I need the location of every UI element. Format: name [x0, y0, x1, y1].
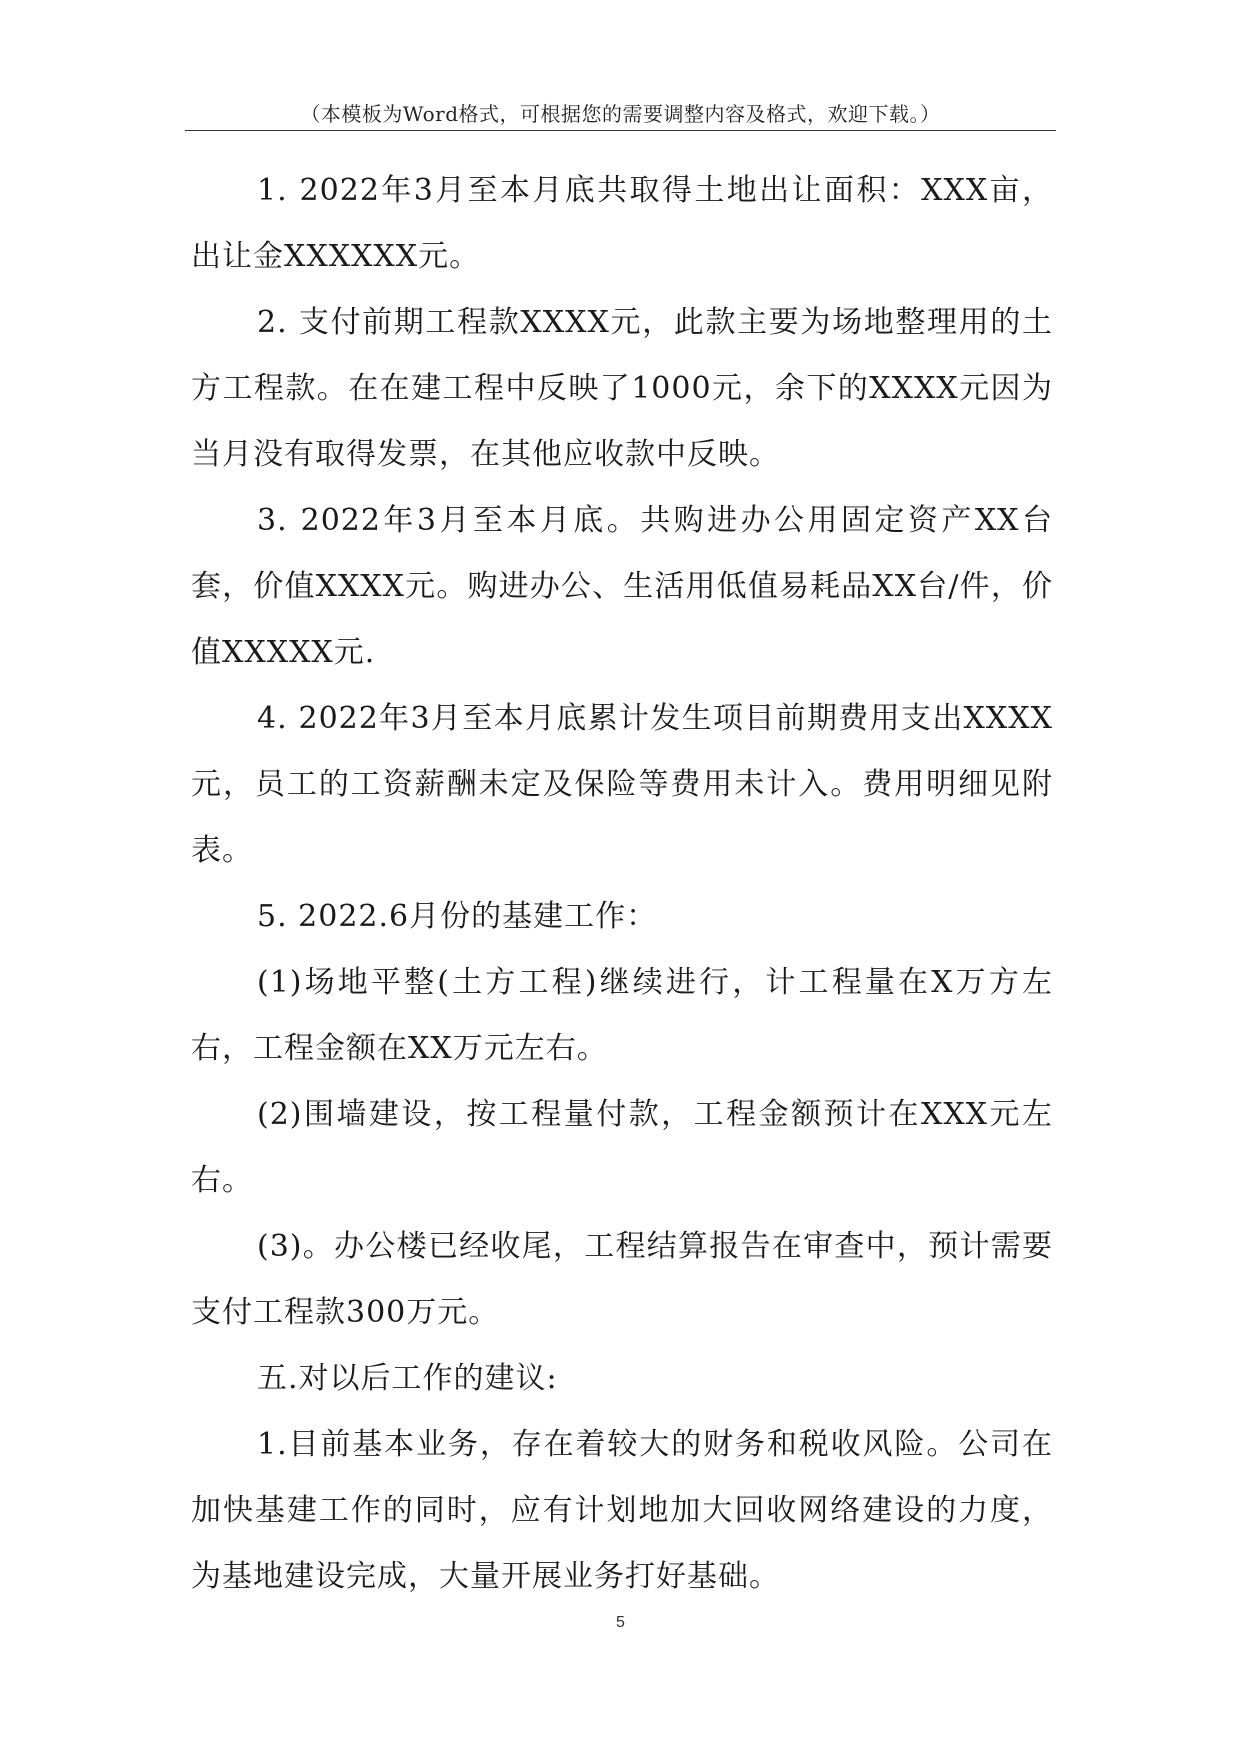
paragraph-fixed-assets: 3. 2022年3月至本月底。共购进办公用固定资产XX台套，价值XXXX元。购进办公、生活用低值易耗品XX台/件，价值XXXXX元.	[191, 503, 1053, 670]
paragraph-preliminary-payment: 2. 支付前期工程款XXXX元，此款主要为场地整理用的土方工程款。在在建工程中反映了1000元，余下的XXXX元因为当月没有取得发票，在其他应收款中反映。	[191, 305, 1053, 472]
paragraph-land-transfer: 1. 2022年3月至本月底共取得土地出让面积：XXX亩，出让金XXXXXX元。	[191, 173, 1053, 274]
template-note-header: （本模板为Word格式，可根据您的需要调整内容及格式，欢迎下载。）	[300, 102, 941, 126]
document-body	[191, 158, 1053, 1610]
paragraph-june-construction: 5. 2022.6月份的基建工作：	[257, 899, 658, 934]
paragraph-site-leveling: (1)场地平整(土方工程)继续进行，计工程量在X万方左右，工程金额在XX万元左右。	[191, 965, 1053, 1066]
header-divider	[185, 130, 1056, 131]
page-number: 5	[616, 1614, 625, 1631]
section-heading-suggestions: 五.对以后工作的建议:	[257, 1361, 558, 1396]
paragraph-office-building: (3)。办公楼已经收尾，工程结算报告在审查中，预计需要支付工程款300万元。	[191, 1229, 1053, 1330]
paragraph-preliminary-expenses: 4. 2022年3月至本月底累计发生项目前期费用支出XXXX元，员工的工资薪酬未定及保险等费用未计入。费用明细见附表。	[191, 701, 1053, 868]
paragraph-enclosure-wall: (2)围墙建设，按工程量付款，工程金额预计在XXX元左右。	[191, 1097, 1053, 1198]
paragraph-suggestion-1: 1.目前基本业务，存在着较大的财务和税收风险。公司在加快基建工作的同时，应有计划地加大回收网络建设的力度，为基地建设完成，大量开展业务打好基础。	[191, 1427, 1053, 1594]
